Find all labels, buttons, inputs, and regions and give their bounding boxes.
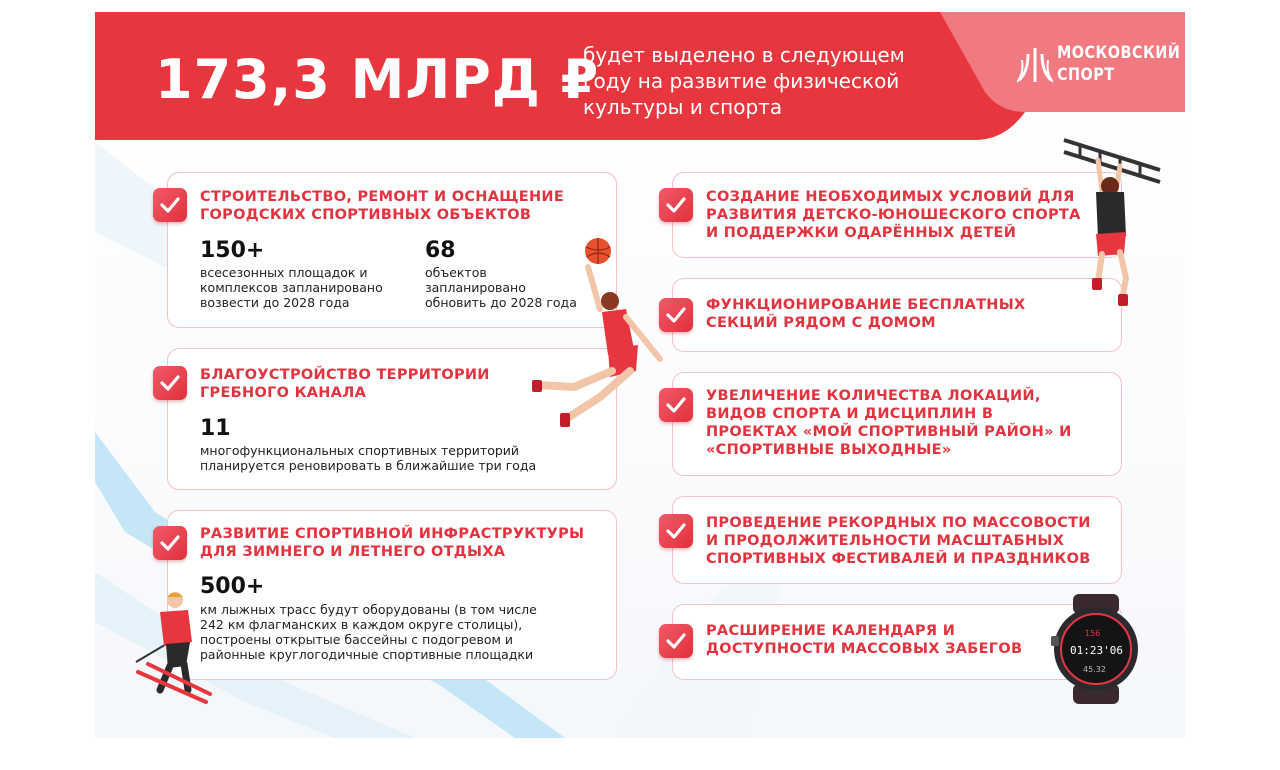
budget-description: будет выделено в следующем году на развитие физической культуры и спорта	[583, 43, 905, 119]
header-banner	[95, 12, 1185, 140]
check-icon	[659, 514, 693, 548]
skier-icon	[130, 590, 220, 710]
card-title: БЛАГОУСТРОЙСТВО ТЕРРИТОРИИ ГРЕБНОГО КАНАЛА	[200, 367, 490, 401]
card-title: ФУНКЦИОНИРОВАНИЕ БЕСПЛАТНЫХ СЕКЦИЙ РЯДОМ С ДОМОМ	[706, 297, 1026, 331]
check-icon	[153, 526, 187, 560]
stat-number: 150+	[200, 238, 265, 263]
card-title: СОЗДАНИЕ НЕОБХОДИМЫХ УСЛОВИЙ ДЛЯ РАЗВИТИЯ ДЕТСКО-ЮНОШЕСКОГО СПОРТА И ПОДДЕРЖКИ ОДАРЁННЫХ ДЕТЕЙ	[706, 189, 1081, 241]
stat-description: многофункциональных спортивных территорий планируется реновировать в ближайшие три года	[200, 443, 537, 473]
basketball-player-icon	[530, 237, 680, 437]
card-title: СТРОИТЕЛЬСТВО, РЕМОНТ И ОСНАЩЕНИЕ ГОРОДСКИХ СПОРТИВНЫХ ОБЪЕКТОВ	[200, 189, 565, 223]
stat-number: 11	[200, 416, 231, 441]
budget-amount: 173,3 МЛРД ₽	[155, 48, 600, 111]
sport-watch-icon	[1051, 594, 1141, 704]
card-title: УВЕЛИЧЕНИЕ КОЛИЧЕСТВА ЛОКАЦИЙ, ВИДОВ СПОРТА И ДИСЦИПЛИН В ПРОЕКТАХ «МОЙ СПОРТИВНЫЙ РАЙОН» И «СПОРТИВНЫЕ ВЫХОДНЫЕ»	[706, 388, 1072, 458]
card-title: РАСШИРЕНИЕ КАЛЕНДАРЯ И ДОСТУПНОСТИ МАССОВЫХ ЗАБЕГОВ	[706, 623, 1023, 657]
stat-description: км лыжных трасс будут оборудованы (в том числе 242 км флагманских в каждом округе столицы), построены открытые бассейны с подогревом и районные круглогодичные спортивные площадки	[200, 602, 537, 662]
climber-icon	[1060, 130, 1170, 310]
watch-bottom-value: 45.32	[1083, 665, 1106, 674]
logo-text: МОСКОВСКИЙ СПОРТ	[1057, 43, 1181, 85]
watch-time: 01:23'06	[1070, 644, 1123, 657]
check-icon	[153, 366, 187, 400]
moscow-sport-logo	[1017, 42, 1181, 102]
check-icon	[659, 188, 693, 222]
infographic-poster	[95, 12, 1185, 738]
moscow-sport-logo-icon	[1017, 46, 1053, 86]
stat-description: объектов запланировано обновить до 2028 года	[425, 265, 577, 310]
card-title: РАЗВИТИЕ СПОРТИВНОЙ ИНФРАСТРУКТУРЫ ДЛЯ ЗИМНЕГО И ЛЕТНЕГО ОТДЫХА	[200, 526, 585, 560]
watch-top-value: 156	[1085, 629, 1101, 638]
stat-description: всесезонных площадок и комплексов запланировано возвести до 2028 года	[200, 265, 383, 310]
card-title: ПРОВЕДЕНИЕ РЕКОРДНЫХ ПО МАССОВОСТИ И ПРОДОЛЖИТЕЛЬНОСТИ МАСШТАБНЫХ СПОРТИВНЫХ ФЕСТИВАЛЕЙ И ПРАЗДНИКОВ	[706, 515, 1091, 567]
check-icon	[153, 188, 187, 222]
check-icon	[659, 624, 693, 658]
stat-number: 500+	[200, 574, 265, 599]
stat-number: 68	[425, 238, 456, 263]
